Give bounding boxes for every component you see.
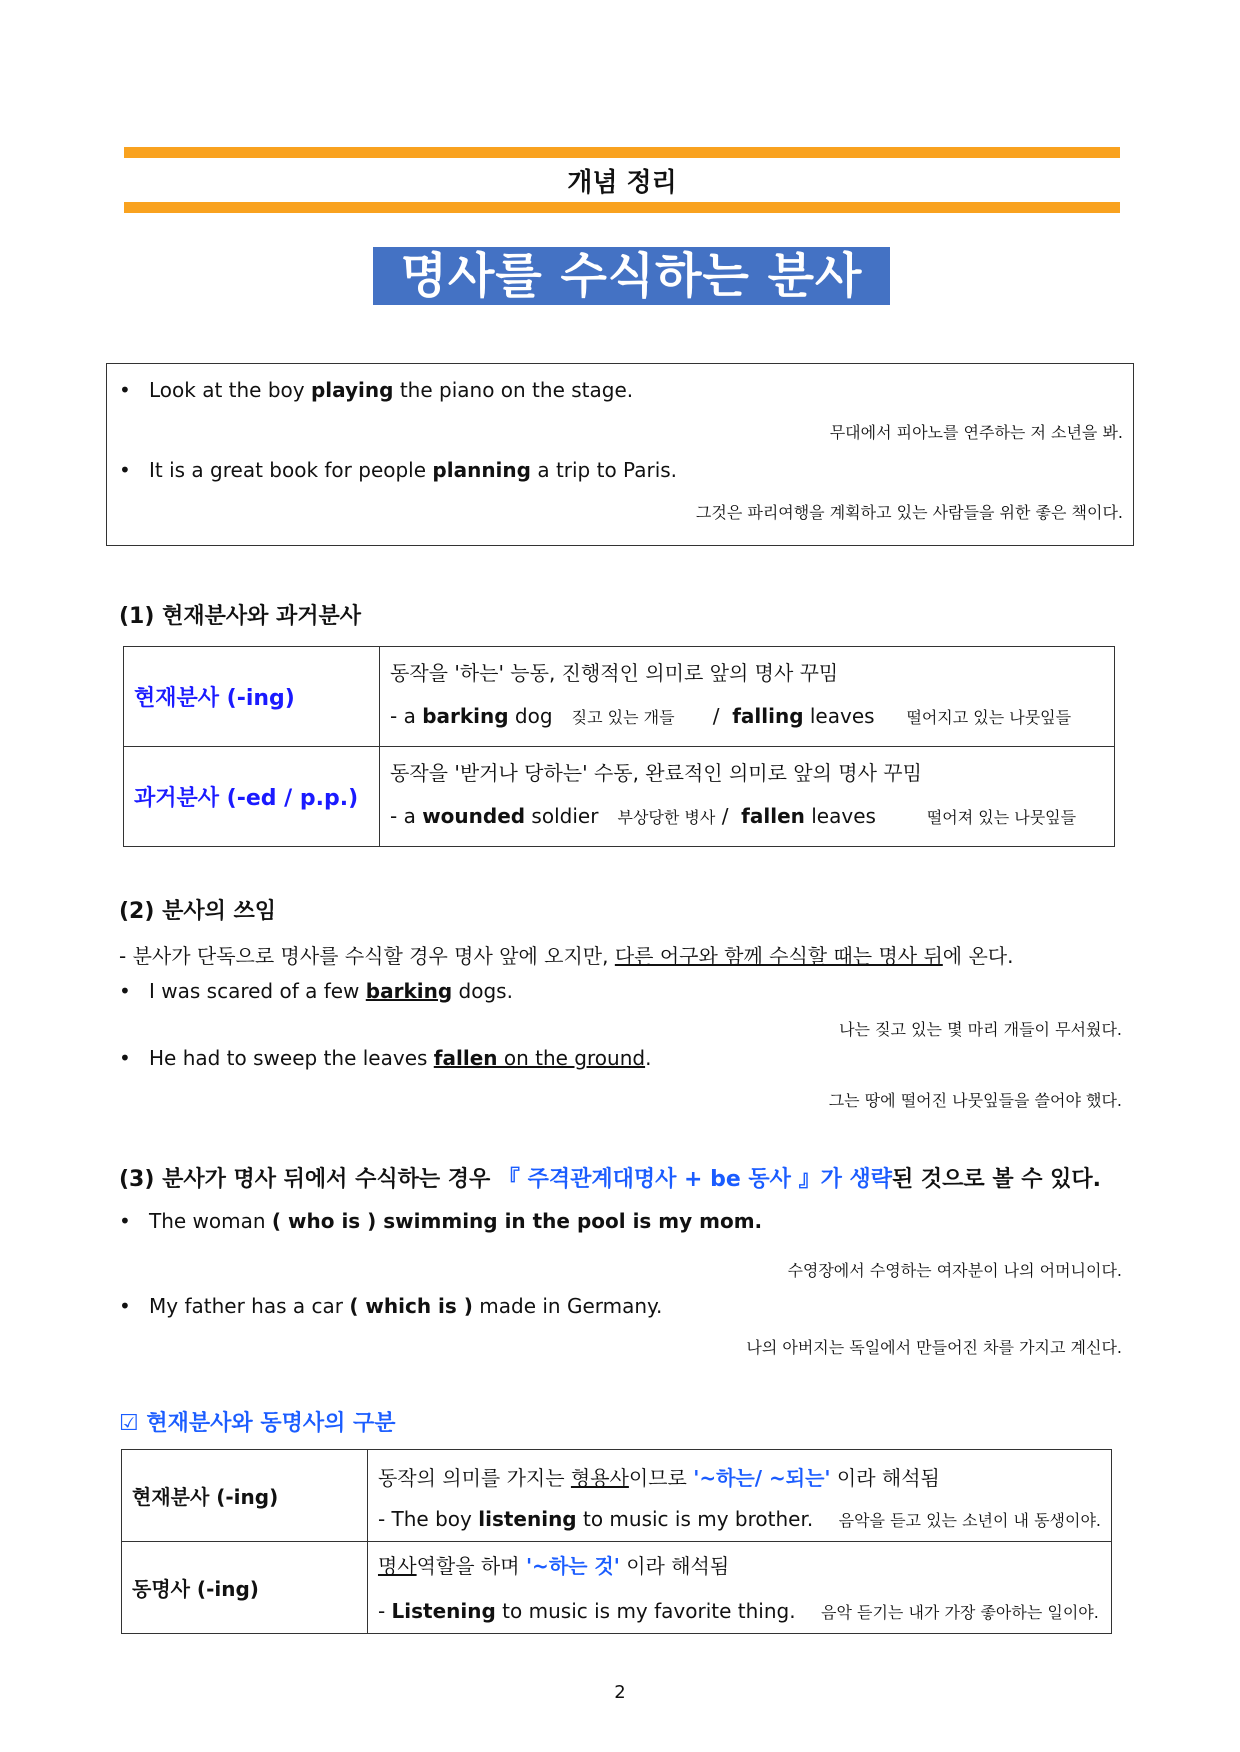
section2-example-1: • I was scared of a few barking dogs. <box>119 979 513 1003</box>
table-row <box>122 1450 1112 1542</box>
section2-translation-1: 나는 짖고 있는 몇 마리 개들이 무서웠다. <box>839 1020 1122 1039</box>
section2-heading: (2) 분사의 쓰임 <box>119 899 276 924</box>
table-row <box>122 1542 1112 1634</box>
intro-translation-1: 무대에서 피아노를 연주하는 저 소년을 봐. <box>829 423 1123 442</box>
section2-example-2: • He had to sweep the leaves fallen on the ground. <box>119 1046 652 1070</box>
intro-box <box>106 363 1134 546</box>
row-desc: 명사역할을 하며 '~하는 것' 이라 해석됨 <box>377 1554 730 1578</box>
participle-table <box>123 646 1115 847</box>
section-title: 개념 정리 <box>567 168 677 198</box>
row-example: - a barking dog 짖고 있는 개들 / falling leaves 떨어지고 있는 나뭇잎들 <box>390 704 1072 728</box>
comparison-table <box>121 1449 1112 1634</box>
row-label: 과거분사 (-ed / p.p.) <box>124 747 380 847</box>
section3-example-1: • The woman ( who is ) swimming in the pool is my mom. <box>119 1209 763 1233</box>
intro-sentence-2: • It is a great book for people planning a trip to Paris. <box>119 458 678 482</box>
row-label: 현재분사 (-ing) <box>124 647 380 747</box>
bottom-orange-rule <box>124 202 1120 213</box>
section2-translation-2: 그는 땅에 떨어진 나뭇잎들을 쓸어야 했다. <box>828 1091 1122 1110</box>
row-desc: 동작의 의미를 가지는 형용사이므로 '~하는/ ~되는' 이라 해석됨 <box>377 1466 940 1490</box>
row-label: 현재분사 (-ing) <box>122 1450 368 1542</box>
page-number: 2 <box>614 1682 626 1703</box>
table-row <box>124 747 1115 847</box>
row-label: 동명사 (-ing) <box>122 1542 368 1634</box>
row-example: - The boy listening to music is my brother. 음악을 듣고 있는 소년이 내 동생이야. <box>377 1507 1101 1531</box>
section1-heading: (1) 현재분사와 과거분사 <box>119 604 362 629</box>
row-desc: 동작을 '받거나 당하는' 수동, 완료적인 의미로 앞의 명사 꾸밈 <box>390 761 922 785</box>
top-orange-rule <box>124 147 1120 158</box>
section3-translation-2: 나의 아버지는 독일에서 만들어진 차를 가지고 계신다. <box>746 1338 1122 1357</box>
row-desc: 동작을 '하는' 능동, 진행적인 의미로 앞의 명사 꾸밈 <box>390 661 839 685</box>
table-row <box>124 647 1115 747</box>
intro-translation-2: 그것은 파리여행을 계획하고 있는 사람들을 위한 좋은 책이다. <box>695 503 1123 522</box>
intro-sentence-1: • Look at the boy playing the piano on the stage. <box>119 378 634 402</box>
section3-heading: (3) 분사가 명사 뒤에서 수식하는 경우 『 주격관계대명사 + be 동사 』가 생략된 것으로 볼 수 있다. <box>119 1167 1102 1192</box>
row-example: - a wounded soldier 부상당한 병사 / fallen leaves 떨어져 있는 나뭇잎들 <box>390 804 1077 828</box>
section3-translation-1: 수영장에서 수영하는 여자분이 나의 어머니이다. <box>787 1261 1122 1280</box>
section3-example-2: • My father has a car ( which is ) made in Germany. <box>119 1294 663 1318</box>
section4-heading: ☑ 현재분사와 동명사의 구분 <box>119 1411 396 1436</box>
row-example: - Listening to music is my favorite thing. 음악 듣기는 내가 가장 좋아하는 일이야. <box>377 1599 1099 1623</box>
checkbox-icon: ☑ <box>119 1411 139 1436</box>
main-title: 명사를 수식하는 분사 <box>373 247 890 305</box>
section2-rule: - 분사가 단독으로 명사를 수식할 경우 명사 앞에 오지만, 다른 어구와 함께 수식할 때는 명사 뒤에 온다. <box>119 944 1014 968</box>
